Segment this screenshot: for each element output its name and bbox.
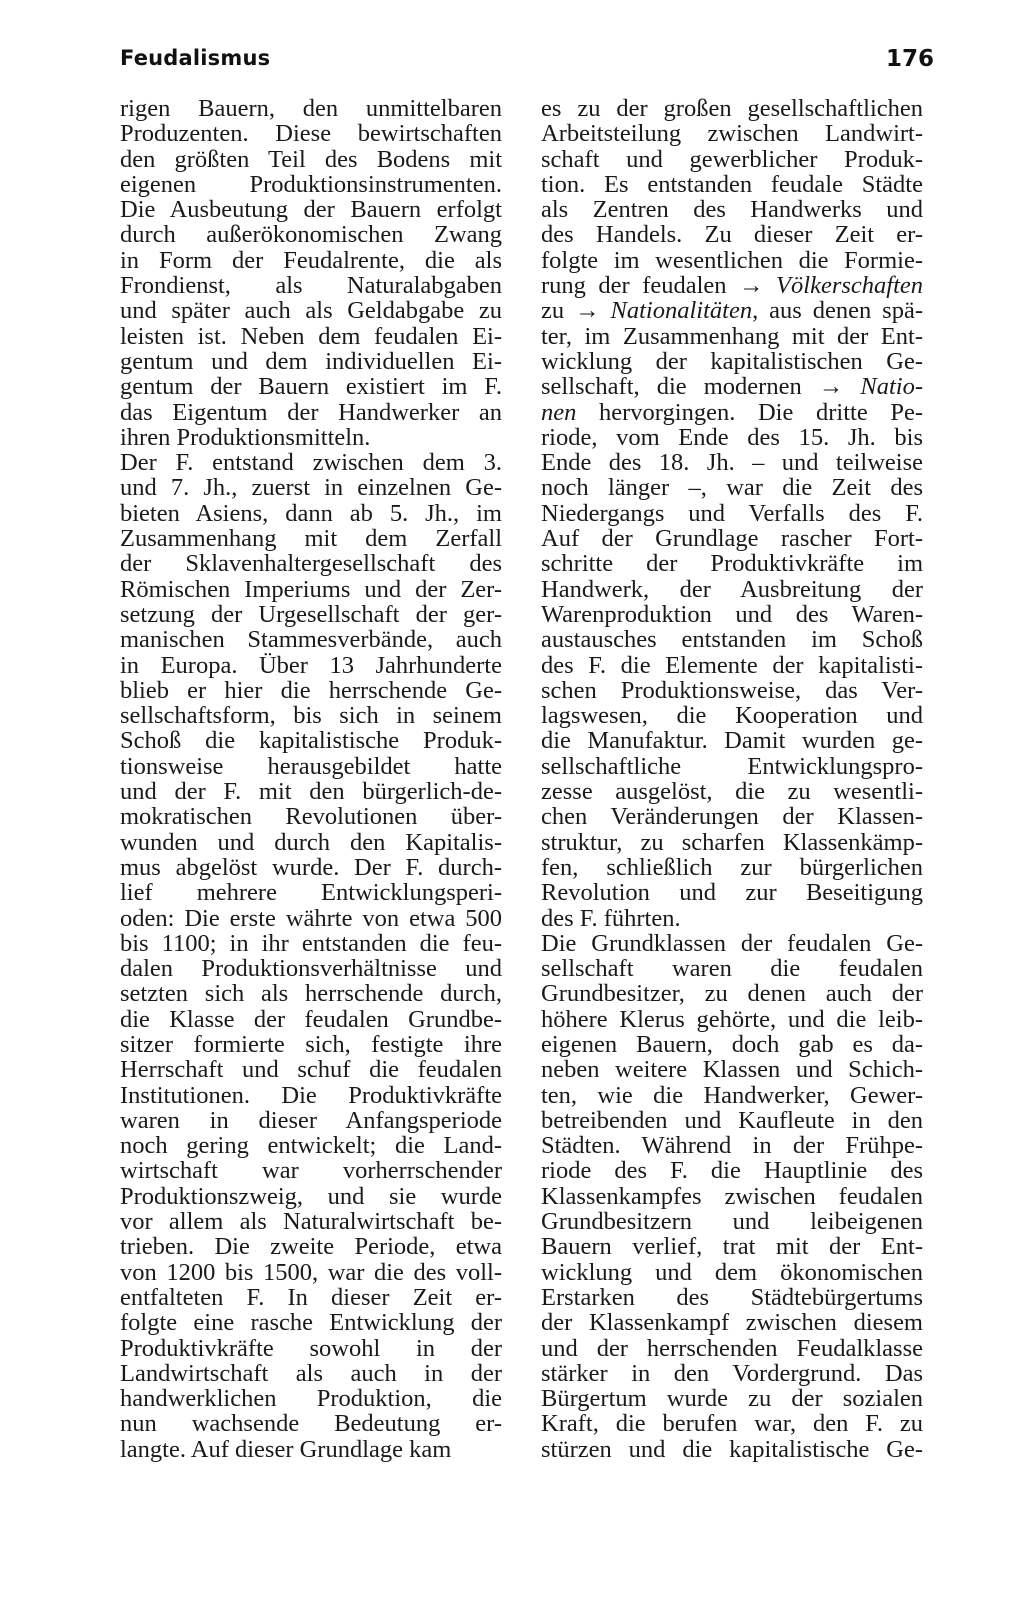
text-line: gentum und dem individuellen Ei- [120, 347, 502, 375]
text-line: fen, schließlich zur bürgerlichen [541, 853, 923, 881]
text-line: die Manufaktur. Damit wurden ge- [541, 727, 923, 755]
text-line: riode, vom Ende des 15. Jh. bis [541, 423, 923, 451]
text-line: leisten ist. Neben dem feudalen Ei- [120, 322, 502, 350]
text-line: eigenen Produktionsinstrumenten. [120, 170, 502, 198]
text-line: durch außerökonomischen Zwang [120, 221, 502, 249]
text-line: Arbeitsteilung zwischen Landwirt- [541, 120, 923, 148]
text-line: Auf der Grundlage rascher Fort- [541, 525, 923, 553]
text-line: Landwirtschaft als auch in der [120, 1359, 502, 1387]
text-line: stürzen und die kapitalistische Ge- [541, 1435, 923, 1463]
text-line: ihren Produktionsmitteln. [120, 423, 371, 451]
page-number: 176 [885, 46, 934, 72]
text-line: Produktionszweig, und sie wurde [120, 1182, 502, 1210]
text-line: chen Veränderungen der Klassen- [541, 803, 923, 831]
text-line: zesse ausgelöst, die zu wesentli- [541, 778, 923, 806]
text-line: Der F. entstand zwischen dem 3. [120, 449, 502, 477]
text-line: waren in dieser Anfangsperiode [120, 1106, 502, 1134]
text-line: sellschaft waren die feudalen [541, 955, 923, 983]
running-title: Feudalismus [120, 46, 271, 70]
text-line: Handwerk, der Ausbreitung der [541, 575, 923, 603]
text-line: bis 1100; in ihr entstanden die feu- [120, 929, 502, 957]
text-line: neben weitere Klassen und Schich- [541, 1056, 923, 1084]
text-line: schritte der Produktivkräfte im [541, 550, 923, 578]
left-text-column [120, 96, 502, 1462]
text-line: bieten Asiens, dann ab 5. Jh., im [120, 499, 502, 527]
text-line: des F. die Elemente der kapitalisti- [541, 651, 923, 679]
text-line: Produktivkräfte sowohl in der [120, 1334, 502, 1362]
text-line: noch gering entwickelt; die Land- [120, 1132, 502, 1160]
text-line: trieben. Die zweite Periode, etwa [120, 1233, 502, 1261]
text-line: vor allem als Naturalwirtschaft be- [120, 1208, 502, 1236]
text-line: Herrschaft und schuf die feudalen [120, 1056, 502, 1084]
text-line: Römischen Imperiums und der Zer- [120, 575, 502, 603]
text-line: in Europa. Über 13 Jahrhunderte [120, 651, 502, 679]
text-line: nun wachsende Bedeutung er- [120, 1410, 502, 1438]
text-line: Die Grundklassen der feudalen Ge- [541, 929, 923, 957]
text-line: betreibenden und Kaufleute in den [541, 1106, 923, 1134]
text-line: langte. Auf dieser Grundlage kam [120, 1435, 452, 1463]
text-line: tion. Es entstanden feudale Städte [541, 170, 923, 198]
text-line: als Zentren des Handwerks und [541, 196, 923, 224]
text-line: Frondienst, als Naturalabgaben [120, 272, 502, 300]
text-line: sellschaftsform, bis sich in seinem [120, 702, 502, 730]
text-line: Städten. Während in der Frühpe- [541, 1132, 923, 1160]
text-line: austausches entstanden im Schoß [541, 626, 923, 654]
text-line: lief mehrere Entwicklungsperi- [120, 879, 502, 907]
text-line: Kraft, die berufen war, den F. zu [541, 1410, 923, 1438]
text-line: zu → Nationalitäten, aus denen spä- [541, 297, 923, 325]
text-line: sitzer formierte sich, festigte ihre [120, 1030, 502, 1058]
text-line: wunden und durch den Kapitalis- [120, 828, 502, 856]
text-line: schen Produktionsweise, das Ver- [541, 676, 923, 704]
text-line: sellschaft, die modernen → Natio- [541, 373, 923, 401]
text-line: und der herrschenden Feudalklasse [541, 1334, 923, 1362]
text-line: struktur, zu scharfen Klassenkämp- [541, 828, 923, 856]
text-line: lagswesen, die Kooperation und [541, 702, 923, 730]
right-text-column [541, 96, 923, 1462]
text-line: und später auch als Geldabgabe zu [120, 297, 502, 325]
text-line: des F. führten. [541, 904, 681, 932]
text-line: Klassenkampfes zwischen feudalen [541, 1182, 923, 1210]
text-line: von 1200 bis 1500, war die des voll- [120, 1258, 502, 1286]
text-line: Grundbesitzern und leibeigenen [541, 1208, 923, 1236]
text-line: und 7. Jh., zuerst in einzelnen Ge- [120, 474, 502, 502]
text-line: das Eigentum der Handwerker an [120, 398, 502, 426]
text-line: rigen Bauern, den unmittelbaren [120, 95, 502, 122]
text-line: es zu der großen gesellschaftlichen [541, 95, 923, 122]
text-line: folgte im wesentlichen die Formie- [541, 246, 923, 274]
text-line: rung der feudalen → Völkerschaften [541, 272, 923, 300]
text-line: stärker in den Vordergrund. Das [541, 1359, 923, 1387]
text-line: und der F. mit den bürgerlich-de- [120, 778, 502, 806]
text-line: tionsweise herausgebildet hatte [120, 752, 502, 780]
text-line: entfalteten F. In dieser Zeit er- [120, 1283, 502, 1311]
text-line: nen hervorgingen. Die dritte Pe- [541, 398, 923, 426]
text-line: setzung der Urgesellschaft der ger- [120, 600, 502, 628]
text-line: oden: Die erste währte von etwa 500 [120, 904, 502, 932]
text-line: dalen Produktionsverhältnisse und [120, 955, 502, 983]
text-line: eigenen Bauern, doch gab es da- [541, 1030, 923, 1058]
text-line: Die Ausbeutung der Bauern erfolgt [120, 196, 502, 224]
text-line: noch länger –, war die Zeit des [541, 474, 923, 502]
text-line: schaft und gewerblicher Produk- [541, 145, 923, 173]
text-line: höhere Klerus gehörte, und die leib- [541, 1005, 923, 1033]
text-line: sellschaftliche Entwicklungspro- [541, 752, 923, 780]
text-line: Produzenten. Diese bewirtschaften [120, 120, 502, 148]
text-line: Ende des 18. Jh. – und teilweise [541, 449, 923, 477]
text-line: ter, im Zusammenhang mit der Ent- [541, 322, 923, 350]
text-line: die Klasse der feudalen Grundbe- [120, 1005, 502, 1033]
text-line: Bauern verlief, trat mit der Ent- [541, 1233, 923, 1261]
text-line: Institutionen. Die Produktivkräfte [120, 1081, 502, 1109]
text-line: setzten sich als herrschende durch, [120, 980, 502, 1008]
text-line: gentum der Bauern existiert im F. [120, 373, 502, 401]
text-line: mokratischen Revolutionen über- [120, 803, 502, 831]
text-line: handwerklichen Produktion, die [120, 1385, 502, 1413]
text-line: wicklung der kapitalistischen Ge- [541, 347, 923, 375]
text-line: mus abgelöst wurde. Der F. durch- [120, 853, 502, 881]
text-line: Niedergangs und Verfalls des F. [541, 499, 923, 527]
text-line: Erstarken des Städtebürgertums [541, 1283, 923, 1311]
text-line: blieb er hier die herrschende Ge- [120, 676, 502, 704]
text-line: in Form der Feudalrente, die als [120, 246, 502, 274]
text-line: Revolution und zur Beseitigung [541, 879, 923, 907]
text-line: manischen Stammesverbände, auch [120, 626, 502, 654]
text-line: der Klassenkampf zwischen diesem [541, 1309, 923, 1337]
text-line: ten, wie die Handwerker, Gewer- [541, 1081, 923, 1109]
text-line: folgte eine rasche Entwicklung der [120, 1309, 502, 1337]
text-line: Zusammenhang mit dem Zerfall [120, 525, 502, 553]
text-line: des Handels. Zu dieser Zeit er- [541, 221, 923, 249]
text-line: wirtschaft war vorherrschender [120, 1157, 502, 1185]
text-line: Bürgertum wurde zu der sozialen [541, 1385, 923, 1413]
text-line: Grundbesitzer, zu denen auch der [541, 980, 923, 1008]
text-line: Warenproduktion und des Waren- [541, 600, 923, 628]
text-line: der Sklavenhaltergesellschaft des [120, 550, 502, 578]
text-line: wicklung und dem ökonomischen [541, 1258, 923, 1286]
text-line: den größten Teil des Bodens mit [120, 145, 502, 173]
text-line: Schoß die kapitalistische Produk- [120, 727, 502, 755]
text-line: riode des F. die Hauptlinie des [541, 1157, 923, 1185]
